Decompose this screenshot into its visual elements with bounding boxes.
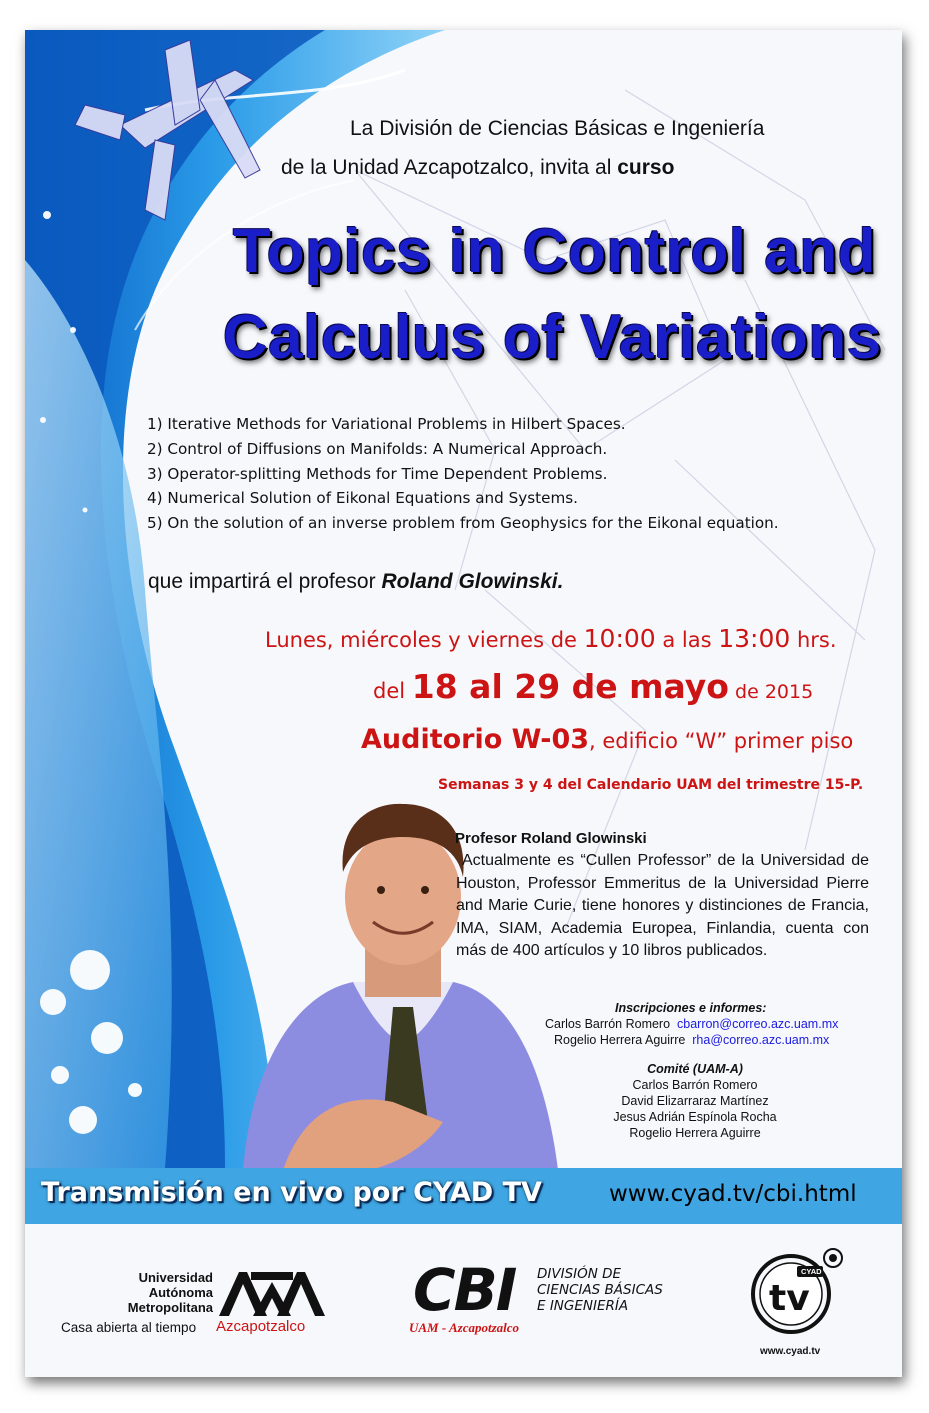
cbi-logo-mark: CBI — [413, 1256, 516, 1324]
professor-line — [148, 570, 563, 594]
uam-name — [63, 1270, 213, 1315]
dates-range: 18 al 29 de mayo — [411, 667, 729, 706]
contact-name: Carlos Barrón Romero — [545, 1017, 671, 1031]
committee-member: Jesus Adrián Espínola Rocha — [613, 1110, 777, 1124]
schedule-start: 10:00 — [583, 624, 656, 653]
schedule-end: 13:00 — [718, 624, 791, 653]
uam-unit: Azcapotzalco — [216, 1318, 306, 1335]
professor-line-text: que impartirá el profesor — [148, 570, 382, 593]
bio-text: Actualmente es “Cullen Professor” de la Universidad de Houston, Professor Emmeritus de la Universidad Pierre and Marie Curie, tiene honores y distinciones de Francia, IMA, SIAM, Academia Europea, Finlandia, cuenta con más de 400 artículos y 10 libros publicados. — [456, 852, 869, 959]
committee-block — [585, 1061, 805, 1141]
cbi-line-3: E INGENIERÍA — [537, 1298, 629, 1314]
topics-list — [147, 412, 779, 536]
course-title-line-2: Calculus of Variations — [223, 303, 882, 372]
schedule-line — [265, 624, 837, 653]
cbi-subtitle: UAM - Azcapotzalco — [409, 1320, 520, 1335]
uam-line-3: Metropolitana — [127, 1300, 213, 1315]
invite-line-1: La División de Ciencias Básicas e Ingeniería — [350, 117, 765, 140]
professor-photo — [243, 792, 563, 1170]
topic-item: 4) Numerical Solution of Eikonal Equations and Systems. — [147, 489, 578, 508]
cyad-tv-mark: tv — [769, 1278, 810, 1319]
course-title-line-1: Topics in Control and — [233, 217, 877, 286]
uam-tagline: Casa abierta al tiempo — [61, 1320, 197, 1335]
venue-detail: , edificio “W” primer piso — [589, 729, 854, 753]
cbi-line-1: DIVISIÓN DE — [537, 1266, 622, 1282]
topic-item: 3) Operator-splitting Methods for Time Dependent Problems. — [147, 464, 608, 483]
schedule-between: a las — [655, 628, 719, 652]
professor-name: Roland Glowinski. — [381, 570, 564, 593]
venue-line — [361, 724, 853, 755]
uam-line-1: Universidad — [138, 1270, 213, 1285]
stream-band — [25, 1168, 902, 1224]
registration-block — [545, 1000, 885, 1048]
contact-email[interactable]: rha@correo.azc.uam.mx — [692, 1033, 830, 1047]
stream-label: Transmisión en vivo por CYAD TV — [41, 1177, 542, 1208]
topic-item: 5) On the solution of an inverse problem from Geophysics for the Eikonal equation. — [147, 514, 779, 533]
cbi-division — [537, 1266, 663, 1314]
invite-line-2-curso: curso — [617, 156, 675, 179]
venue-room: Auditorio W-03 — [361, 724, 590, 755]
invite-line-2-text: de la Unidad Azcapotzalco, invita al — [281, 156, 618, 179]
registration-contact — [545, 1016, 885, 1032]
dates-prefix: del — [373, 679, 412, 703]
committee-member: David Elizarraraz Martínez — [621, 1094, 769, 1108]
bio-heading: Profesor Roland Glowinski — [455, 830, 647, 847]
dates-line — [373, 667, 813, 706]
committee-member: Carlos Barrón Romero — [632, 1078, 758, 1092]
contact-email[interactable]: cbarron@correo.azc.uam.mx — [677, 1017, 839, 1031]
poster — [25, 30, 902, 1377]
uam-logo-icon — [217, 1270, 327, 1318]
uam-line-2: Autónoma — [148, 1285, 213, 1300]
footer-logos — [25, 1224, 902, 1377]
registration-contact — [545, 1032, 885, 1048]
registration-heading: Inscripciones e informes: — [615, 1001, 767, 1015]
cyad-small-label: CYAD — [801, 1267, 822, 1276]
cbi-line-2: CIENCIAS BÁSICAS — [537, 1282, 663, 1298]
stream-url[interactable]: www.cyad.tv/cbi.html — [609, 1181, 857, 1207]
schedule-days: Lunes, miércoles y viernes de — [265, 628, 584, 652]
committee-heading: Comité (UAM-A) — [647, 1062, 743, 1076]
dates-year: de 2015 — [728, 681, 814, 703]
topic-item: 1) Iterative Methods for Variational Problems in Hilbert Spaces. — [147, 415, 626, 433]
contact-name: Rogelio Herrera Aguirre — [554, 1033, 686, 1047]
invite-line-2 — [281, 151, 674, 184]
weeks-note: Semanas 3 y 4 del Calendario UAM del trimestre 15-P. — [438, 777, 864, 793]
cyad-url: www.cyad.tv — [760, 1346, 821, 1357]
committee-member: Rogelio Herrera Aguirre — [629, 1126, 761, 1140]
topic-item: 2) Control of Diffusions on Manifolds: A Numerical Approach. — [147, 439, 608, 458]
schedule-suffix: hrs. — [790, 628, 837, 652]
